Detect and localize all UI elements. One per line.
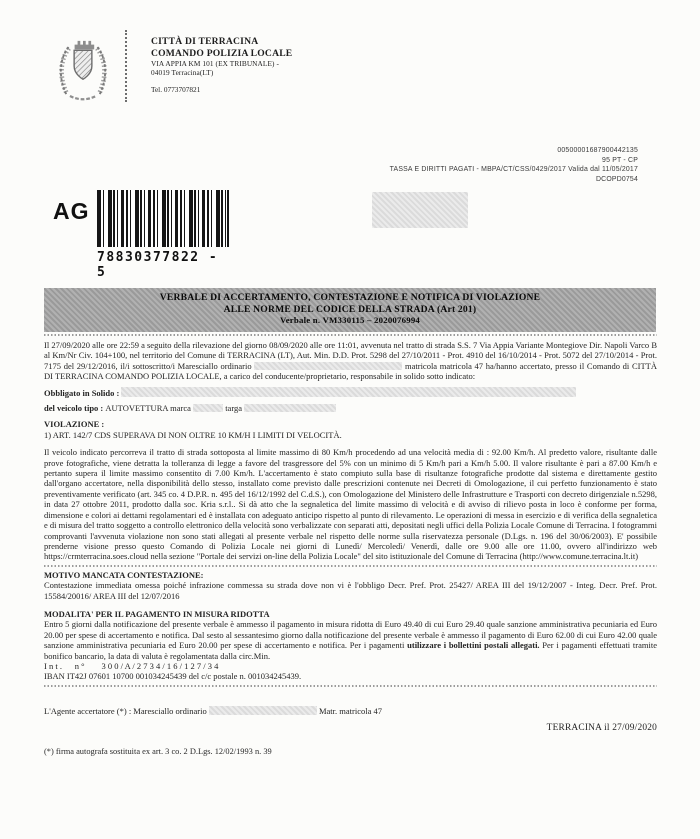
agent-label: L'Agente accertatore (*) : Maresciallo ordinario xyxy=(44,705,209,716)
marca-label: marca xyxy=(170,403,194,414)
banner-title-line1: VERBALE DI ACCERTAMENTO, CONTESTAZIONE E NOTIFICA DI VIOLAZIONE xyxy=(159,292,541,303)
signature-footnote: (*) firma autografa sostituita ex art. 3 co. 2 D.Lgs. 12/02/1993 n. 39 xyxy=(44,746,272,756)
modalita-heading: MODALITA' PER IL PAGAMENTO IN MISURA RIDOTTA xyxy=(44,608,270,619)
agent-signature-line xyxy=(44,705,657,716)
veicolo-label: del veicolo tipo : xyxy=(44,403,106,414)
postal-doc-code: DCOPD0754 xyxy=(595,175,638,183)
accertamento-text-1: Il 27/09/2020 alle ore 22:59 a seguito della rilevazione del giorno 08/09/2020 alle ore 11:01, avvenuta nel tratto di strada S.S. 7 Via Appia Variante Montegiove Dir. Napoli Varco B al Km/Nr Civ. 104+100, nel territorio del Comune di TERRACINA (LT), Aut. Min. D.D. Prot. 5298 del 27/10/2011 - Prot. 4910 del 16/10/2014 - Prot. 5072 del 27/10/2014 - Prot. 7175 del 29/12/2016, il/i sottoscritto/i Maresciallo ordinario xyxy=(44,340,657,371)
place-and-date: TERRACINA il 27/09/2020 xyxy=(546,723,657,734)
dotted-separator xyxy=(44,685,657,687)
notification-type-label: AG xyxy=(53,198,90,224)
accertamento-text-2: matricola matricola 47 ha/hanno accertato, presso il Comando di CITTÀ DI TERRACINA COMANDO POLIZIA LOCALE, a carico del conducente/proprietario, responsabile in solido sotto indicato: xyxy=(44,360,657,382)
postal-rate-code: 95 PT - CP xyxy=(602,156,638,164)
banner-title-line2: ALLE NORME DEL CODICE DELLA STRADA (Art 201) xyxy=(223,303,477,315)
veicolo-line xyxy=(44,403,657,413)
barcode-block xyxy=(97,190,231,280)
banner-verbale-number: Verbale n. VM330115 – 2020076994 xyxy=(279,315,421,326)
modalita-text-1: Entro 5 giorni dalla notificazione del presente verbale è ammesso il pagamento in misura ridotta di Euro 49.40 di cui Euro 29.40 quale sanzione amministrativa pecuniaria ed Euro 20.00 per spese di accertamento e notifica. Dal sesto al sessantesimo giorno dalla notificazione del presente verbale è ammesso il pagamento di Euro 62.00 di cui Euro 42.00 quale sanzione amministrativa pecuniaria ed Euro 20.00 per spese di accertamento e notifica. Per i pagamenti xyxy=(44,619,657,651)
dotted-separator xyxy=(44,334,657,336)
accertamento-paragraph xyxy=(44,340,657,382)
postal-meta-block xyxy=(390,146,638,184)
title-banner xyxy=(44,288,656,332)
redaction-officer-name xyxy=(254,362,402,370)
barcode-icon xyxy=(97,190,229,247)
redaction-marca xyxy=(193,404,223,412)
letterhead-street: VIA APPIA KM 101 (EX TRIBUNALE) - xyxy=(151,59,280,68)
motivo-paragraph: Contestazione immediata omessa poiché infrazione commessa su strada dove non vi è l'obbligo Decr. Pref. Prot. 25427/ AREA III del 19/12/2007 - Integ. Decr. Pref. Prot. 15584/20016/ AREA III del 12/07/2016 xyxy=(44,580,657,601)
circolare-ministeriale-number: I n t . n ° 3 0 0 / A / 2 7 3 4 / 1 6 / 1 2 7 / 3 4 xyxy=(44,660,219,671)
postal-tax-line: TASSA E DIRITTI PAGATI - MBPA/CT/CSS/0429/2017 Valida dal 11/05/2017 xyxy=(389,166,638,174)
redaction-box xyxy=(372,192,468,228)
rilevazione-paragraph: Il veicolo indicato percorreva il tratto di strada sottoposta al limite massimo di 80 Km/h procedendo ad una velocità media di : 92.00 Km/h. Al predetto valore, risultante dalle prove fotografiche, viene detratta la tolleranza di legge a favore del trasgressore del 5% con un minimo di 5 Km/h pari a Km/h 5.00. Il valore risultante è pari a 87.00 Km/h e pertanto supera il limite massimo consentito di 7.00 Km/h. L'accertamento è stato compiuto sulla base di risultanze fotografiche prodotte dal sistema e direttamente gestito dall'organo accertatore, nella disponibilità dello stesso, installato come previsto dalle prescrizioni contenute nei Decreti di Omologazione, il cui perfetto funzionamento è stato preventivamente verificato (art. 345 co. 4 D.P.R. n. 495 del 16/12/1992 del C.d.S.), con Omologazione del Ministero delle Infrastrutture e Trasporti con decreto dirigenziale n.5298, in data 27 ottobre 2011, prodotto dalla soc. Kria s.r.l.. Si dà atto che la segnaletica del limite massimo di velocità e di avviso di rilievo posta in loco è conforme per forma, dimensione e colori ai dettami regolamentari ed è installata con adeguato anticipo rispetto al punto di rilevamento. Le operazioni di messa in esercizio e di verifica della segnaletica e di misura del tratto soggetto a controllo elettronico della velocità sono verbalizzate con separati atti, depositati negli uffici della Polizia Locale Comune di Terracina. I fotogrammi comprovanti l'avvenuta violazione non sono stati allegati al presente verbale nel rispetto delle norme sulla riservatezza personale (D.Lgs. n. 196 del 30/06/2003). E' possibile prenderne visione presso questo Comando di Polizia Locale nei giorni di Lunedì/ Mercoledì/ Venerdì, dalle ore 9.00 alle ore 11.00, ovvero all'indirizzo web https://crmterracina.soes.cloud nella sezione "Portale dei servizi on-line della Polizia Locale" del sito istituzionale del Comune di Terracina (http://www.comune.terracina.lt.it) xyxy=(44,447,657,562)
motivo-heading: MOTIVO MANCATA CONTESTAZIONE: xyxy=(44,569,204,580)
dotted-separator xyxy=(44,565,657,567)
veicolo-value: AUTOVETTURA xyxy=(105,403,171,414)
targa-label: targa xyxy=(223,403,245,414)
modalita-text-2: Per i pagamenti effettuati tramite bonifico bancario, la data di valuta è regolamentata dalla circ.Min. xyxy=(44,640,657,661)
iban-line: IBAN IT42J 07601 10700 001034245439 del c/c postale n. 001034245439. xyxy=(44,671,302,682)
letterhead xyxy=(55,30,292,106)
modalita-paragraph xyxy=(44,619,657,661)
letterhead-zip-city: 04019 Terracina(LT) xyxy=(151,67,214,77)
modalita-bold-text: utilizzare i bollettini postali allegati. xyxy=(407,640,540,651)
redaction-agent-name xyxy=(209,706,317,715)
letterhead-city: CITTÀ DI TERRACINA xyxy=(151,36,259,47)
letterhead-address xyxy=(151,30,292,94)
obbligato-line xyxy=(44,386,657,398)
redaction-targa xyxy=(244,404,336,412)
violazione-text: 1) ART. 142/7 CDS SUPERAVA DI NON OLTRE 10 KM/H I LIMITI DI VELOCITÀ. xyxy=(44,429,342,440)
letterhead-divider xyxy=(125,30,127,102)
terracina-coat-of-arms-icon xyxy=(55,30,111,106)
document-body xyxy=(44,334,657,757)
agent-matricola: Matr. matricola 47 xyxy=(316,705,382,716)
postal-tracking-number: 00500001687900442135 xyxy=(557,147,638,154)
redaction-obbligato xyxy=(121,387,576,397)
violazione-heading: VIOLAZIONE : xyxy=(44,419,105,430)
letterhead-phone: Tel. 0773707821 xyxy=(151,84,201,94)
barcode-number: 78830377822 - 5 xyxy=(97,250,219,280)
letterhead-department: COMANDO POLIZIA LOCALE xyxy=(151,48,293,59)
obbligato-label: Obbligato in Solido : xyxy=(44,387,122,398)
